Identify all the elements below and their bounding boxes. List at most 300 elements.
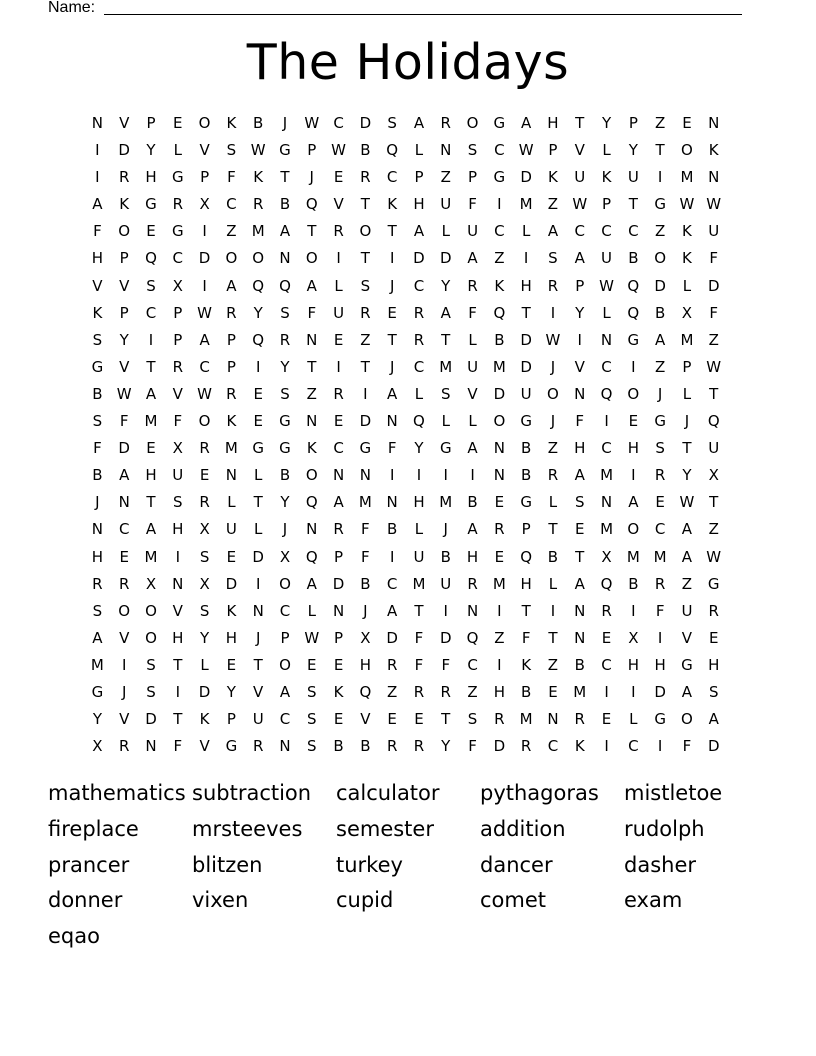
word-bank-item: mistletoe (624, 781, 723, 805)
grid-letter: F (521, 628, 531, 647)
grid-letter: S (92, 330, 103, 349)
grid-letter: C (172, 249, 184, 268)
grid-letter: O (466, 114, 479, 132)
grid-letter: U (708, 439, 720, 458)
grid-letter: A (226, 276, 237, 295)
grid-letter: A (92, 628, 103, 647)
grid-letter: L (334, 276, 343, 295)
grid-letter: A (628, 493, 639, 512)
grid-letter: E (333, 330, 344, 349)
grid-letter: K (708, 141, 719, 160)
grid-letter: I (657, 628, 663, 647)
grid-letter: H (627, 439, 639, 458)
grid-letter: W (518, 141, 534, 160)
grid-letter: R (252, 737, 264, 756)
grid-letter: U (252, 710, 264, 729)
grid-letter: A (681, 682, 693, 701)
grid-letter: V (574, 141, 585, 160)
grid-letter: L (468, 330, 477, 349)
grid-letter: I (631, 357, 636, 376)
grid-letter: R (494, 710, 505, 729)
grid-letter: S (146, 655, 156, 674)
grid-letter: H (359, 655, 371, 674)
grid-letter: R (333, 384, 344, 403)
grid-letter: S (307, 682, 317, 701)
grid-letter: I (255, 357, 261, 376)
grid-letter: H (172, 628, 184, 647)
grid-letter: R (199, 439, 210, 458)
grid-letter: T (360, 249, 370, 268)
word-bank-item: prancer (48, 852, 130, 877)
grid-letter: G (439, 439, 452, 458)
grid-letter: M (439, 493, 453, 512)
grid-letter: R (118, 574, 130, 593)
grid-letter: C (333, 439, 344, 458)
grid-letter: W (304, 114, 320, 132)
grid-letter: O (681, 141, 693, 160)
grid-letter: Q (493, 303, 506, 322)
grid-letter: Q (386, 141, 399, 160)
grid-letter: O (145, 601, 157, 620)
grid-letter: S (655, 439, 665, 458)
word-bank-item: turkey (336, 852, 403, 877)
grid-letter: B (360, 141, 371, 160)
grid-letter: C (628, 737, 639, 756)
grid-letter: D (439, 249, 452, 268)
grid-letter: R (413, 682, 425, 701)
grid-letter: G (279, 439, 291, 458)
grid-letter: R (386, 737, 398, 756)
grid-letter: Z (654, 357, 666, 376)
grid-letter: A (279, 222, 291, 241)
grid-letter: B (521, 466, 532, 485)
grid-letter: L (414, 384, 424, 403)
grid-letter: I (443, 601, 448, 620)
grid-letter: I (604, 412, 609, 431)
grid-letter: F (655, 601, 665, 620)
grid-letter: L (414, 141, 424, 160)
grid-letter: T (173, 655, 183, 674)
grid-letter: T (709, 384, 719, 403)
grid-letter: C (601, 222, 612, 241)
grid-letter: A (521, 114, 532, 132)
grid-letter: I (657, 168, 663, 187)
grid-letter: K (119, 195, 130, 214)
grid-letter: I (577, 330, 582, 349)
grid-letter: B (467, 493, 478, 512)
grid-letter: Q (600, 384, 613, 403)
grid-letter: T (173, 710, 183, 729)
grid-letter: L (682, 276, 692, 295)
grid-letter: S (307, 737, 317, 756)
grid-letter: A (145, 520, 157, 539)
grid-letter: S (280, 303, 290, 322)
grid-letter: Z (547, 655, 559, 674)
word-bank-item: rudolph (624, 816, 705, 841)
grid-letter: N (493, 466, 505, 485)
grid-letter: X (172, 276, 183, 295)
grid-letter: B (574, 655, 585, 674)
grid-letter: Y (441, 276, 451, 295)
grid-letter: W (545, 330, 561, 349)
grid-letter: Q (600, 574, 613, 593)
grid-letter: G (225, 737, 238, 756)
grid-letter: H (172, 520, 184, 539)
grid-letter: U (708, 222, 720, 241)
grid-letter: K (253, 168, 264, 187)
grid-letter: M (680, 330, 694, 349)
grid-letter: X (199, 520, 210, 539)
grid-letter: N (225, 466, 237, 485)
grid-letter: S (199, 601, 210, 620)
grid-letter: D (252, 547, 264, 566)
grid-letter: Z (708, 520, 719, 539)
grid-letter: L (468, 412, 477, 431)
grid-letter: G (91, 357, 104, 376)
grid-letter: B (654, 303, 666, 322)
grid-letter: C (386, 168, 398, 187)
grid-letter: E (226, 547, 237, 566)
grid-letter: M (90, 655, 104, 674)
grid-letter: J (443, 520, 448, 539)
grid-letter: K (521, 655, 532, 674)
grid-letter: Y (280, 493, 290, 512)
grid-letter: I (631, 682, 636, 701)
grid-letter: Q (359, 682, 372, 701)
grid-letter: T (575, 547, 585, 566)
grid-letter: Y (441, 737, 451, 756)
grid-letter: Q (627, 303, 640, 322)
grid-letter: E (655, 493, 665, 512)
grid-letter: B (521, 682, 532, 701)
grid-letter: R (547, 466, 559, 485)
word-bank-item: blitzen (192, 852, 263, 877)
grid-letter: J (389, 276, 395, 295)
grid-letter: V (172, 384, 183, 403)
grid-letter: S (146, 682, 156, 701)
grid-letter: M (680, 168, 694, 187)
grid-letter: F (709, 303, 719, 322)
grid-letter: C (118, 520, 130, 539)
grid-letter: G (279, 141, 291, 160)
grid-letter: W (679, 493, 695, 512)
grid-letter: S (226, 141, 237, 160)
grid-letter: N (306, 330, 318, 349)
grid-letter: A (574, 466, 585, 485)
grid-letter: T (628, 195, 638, 214)
grid-letter: A (467, 439, 478, 458)
grid-letter: W (116, 384, 132, 403)
grid-letter: C (226, 195, 237, 214)
grid-letter: M (492, 357, 506, 376)
grid-letter: B (547, 547, 559, 566)
grid-letter: R (172, 357, 183, 376)
grid-letter: K (226, 114, 237, 132)
word-bank-item: eqao (48, 924, 100, 949)
grid-letter: P (414, 168, 424, 187)
grid-letter: Q (305, 195, 318, 214)
grid-letter: N (252, 601, 264, 620)
grid-letter: N (574, 384, 586, 403)
grid-letter: V (119, 276, 130, 295)
grid-letter: V (574, 357, 585, 376)
grid-letter: I (95, 141, 100, 160)
grid-letter: Z (494, 628, 505, 647)
grid-letter: R (440, 114, 451, 132)
word-bank (48, 776, 768, 955)
grid-letter: B (521, 439, 532, 458)
grid-letter: O (198, 412, 211, 431)
grid-letter: R (360, 168, 371, 187)
grid-letter: L (602, 303, 611, 322)
name-underline (104, 14, 742, 15)
grid-letter: E (146, 222, 156, 241)
grid-letter: B (494, 330, 505, 349)
grid-letter: J (657, 384, 663, 403)
grid-letter: O (627, 384, 640, 403)
grid-letter: A (413, 222, 425, 241)
grid-letter: B (279, 195, 291, 214)
grid-letter: U (467, 222, 479, 241)
grid-letter: R (440, 682, 451, 701)
grid-letter: E (226, 655, 237, 674)
grid-letter: A (708, 710, 719, 729)
grid-letter: F (441, 655, 451, 674)
grid-letter: E (601, 710, 612, 729)
grid-letter: Z (226, 222, 237, 241)
word-bank-item: mrsteeves (192, 816, 303, 841)
grid-letter: S (92, 601, 103, 620)
grid-letter: I (497, 195, 502, 214)
grid-letter: U (413, 547, 425, 566)
grid-letter: E (575, 520, 585, 539)
grid-letter: R (494, 520, 505, 539)
grid-letter: J (282, 114, 288, 132)
grid-letter: V (253, 682, 264, 701)
grid-letter: A (655, 330, 666, 349)
grid-letter: J (363, 601, 368, 620)
grid-letter: I (416, 466, 422, 485)
grid-letter: C (413, 276, 425, 295)
grid-letter: A (387, 601, 398, 620)
grid-letter: P (575, 276, 585, 295)
grid-letter: Y (92, 710, 102, 729)
grid-letter: O (493, 412, 506, 431)
grid-letter: D (520, 357, 532, 376)
grid-letter: R (226, 303, 237, 322)
grid-letter: N (600, 330, 613, 349)
grid-letter: S (387, 114, 397, 132)
grid-letter: G (171, 168, 184, 187)
grid-letter: U (440, 195, 452, 214)
grid-letter: A (119, 466, 130, 485)
grid-letter: H (91, 249, 104, 268)
grid-letter: P (173, 330, 183, 349)
grid-letter: G (520, 412, 532, 431)
grid-letter: V (467, 384, 478, 403)
grid-letter: I (255, 574, 261, 593)
word-bank-item: pythagoras (480, 781, 599, 805)
grid-letter: T (521, 303, 531, 322)
grid-letter: O (118, 601, 131, 620)
grid-letter: H (627, 655, 639, 674)
grid-letter: F (173, 737, 183, 756)
grid-letter: N (145, 737, 157, 756)
grid-letter: V (119, 114, 130, 132)
grid-letter: B (387, 520, 398, 539)
grid-letter: L (602, 141, 611, 160)
grid-letter: W (197, 303, 212, 322)
grid-letter: T (548, 628, 558, 647)
grid-letter: O (547, 384, 559, 403)
grid-letter: I (389, 547, 395, 566)
grid-letter: D (359, 114, 372, 132)
grid-letter: D (198, 249, 211, 268)
grid-letter: I (523, 249, 529, 268)
grid-letter: I (95, 168, 100, 187)
grid-letter: N (574, 601, 586, 620)
grid-letter: J (121, 682, 127, 701)
grid-letter: X (628, 628, 639, 647)
grid-letter: I (604, 737, 609, 756)
grid-letter: O (198, 114, 211, 132)
word-bank-item: exam (624, 888, 683, 913)
grid-letter: J (389, 357, 395, 376)
grid-letter: F (227, 168, 236, 187)
grid-letter: E (494, 493, 505, 512)
word-bank-item: vixen (192, 888, 249, 913)
grid-letter: H (520, 574, 532, 593)
grid-letter: H (708, 655, 720, 674)
grid-letter: S (307, 710, 317, 729)
grid-letter: P (334, 547, 344, 566)
grid-letter: W (679, 195, 695, 214)
grid-letter: E (146, 439, 156, 458)
grid-letter: H (493, 682, 505, 701)
grid-letter: P (280, 628, 290, 647)
grid-letter: A (681, 520, 693, 539)
grid-letter: G (279, 412, 291, 431)
grid-letter: M (573, 682, 587, 701)
grid-letter: U (601, 249, 613, 268)
grid-letter: A (387, 384, 398, 403)
grid-letter: X (199, 574, 210, 593)
grid-letter: D (654, 276, 666, 295)
grid-letter: S (280, 384, 290, 403)
grid-letter: O (681, 710, 693, 729)
grid-letter: Y (280, 357, 290, 376)
grid-letter: R (360, 303, 371, 322)
grid-letter: K (226, 412, 237, 431)
grid-letter: P (119, 249, 129, 268)
grid-letter: X (708, 466, 719, 485)
grid-letter: U (627, 168, 639, 187)
grid-letter: L (227, 493, 236, 512)
grid-letter: S (708, 682, 719, 701)
grid-letter: M (439, 357, 453, 376)
grid-letter: D (386, 628, 398, 647)
grid-letter: H (413, 195, 425, 214)
grid-letter: M (653, 547, 667, 566)
grid-letter: N (600, 493, 613, 512)
grid-letter: H (145, 466, 157, 485)
grid-letter: R (413, 303, 425, 322)
grid-letter: R (654, 466, 666, 485)
grid-letter: X (601, 547, 612, 566)
grid-letter: I (175, 547, 180, 566)
grid-letter: M (144, 547, 158, 566)
grid-letter: V (199, 141, 210, 160)
grid-letter: W (331, 141, 346, 160)
grid-letter: N (279, 249, 291, 268)
grid-letter: R (467, 276, 478, 295)
grid-letter: J (309, 168, 314, 187)
grid-letter: C (547, 737, 559, 756)
grid-letter: T (575, 114, 585, 132)
grid-letter: H (654, 655, 666, 674)
grid-letter: Z (306, 384, 317, 403)
grid-letter: B (360, 574, 371, 593)
word-bank-item: dasher (624, 852, 697, 877)
grid-letter: S (92, 412, 103, 431)
grid-letter: K (387, 195, 398, 214)
grid-letter: D (413, 249, 425, 268)
grid-letter: D (707, 737, 720, 756)
grid-letter: K (494, 276, 505, 295)
grid-letter: P (226, 330, 236, 349)
grid-letter: W (706, 195, 722, 214)
grid-letter: D (225, 574, 238, 593)
grid-letter: D (198, 682, 211, 701)
grid-letter: N (440, 141, 452, 160)
grid-letter: C (413, 357, 425, 376)
grid-letter: E (333, 412, 344, 431)
grid-letter: U (681, 601, 693, 620)
grid-letter: E (387, 303, 397, 322)
grid-letter: O (118, 222, 131, 241)
grid-letter: K (548, 168, 558, 187)
grid-letter: I (497, 655, 502, 674)
word-bank-item: fireplace (48, 816, 139, 841)
grid-letter: B (92, 384, 103, 403)
grid-letter: Q (279, 276, 291, 295)
grid-letter: W (197, 384, 212, 403)
grid-letter: C (494, 141, 505, 160)
grid-letter: Y (253, 303, 263, 322)
grid-letter: N (493, 439, 505, 458)
grid-letter: N (386, 493, 398, 512)
grid-letter: N (359, 466, 371, 485)
grid-letter: G (520, 493, 532, 512)
grid-letter: T (682, 439, 692, 458)
grid-letter: P (602, 195, 612, 214)
word-bank-item: semester (336, 816, 434, 841)
grid-letter: Q (252, 330, 265, 349)
grid-letter: I (202, 222, 207, 241)
grid-letter: D (145, 710, 157, 729)
grid-letter: P (307, 141, 317, 160)
word-bank-item: subtraction (192, 781, 312, 805)
grid-letter: P (468, 168, 478, 187)
grid-letter: L (548, 574, 558, 593)
grid-letter: M (412, 574, 426, 593)
grid-letter: T (387, 222, 397, 241)
grid-letter: I (631, 466, 636, 485)
grid-letter: W (572, 195, 588, 214)
grid-letter: E (333, 710, 344, 729)
grid-letter: R (574, 710, 585, 729)
grid-letter: I (363, 384, 368, 403)
